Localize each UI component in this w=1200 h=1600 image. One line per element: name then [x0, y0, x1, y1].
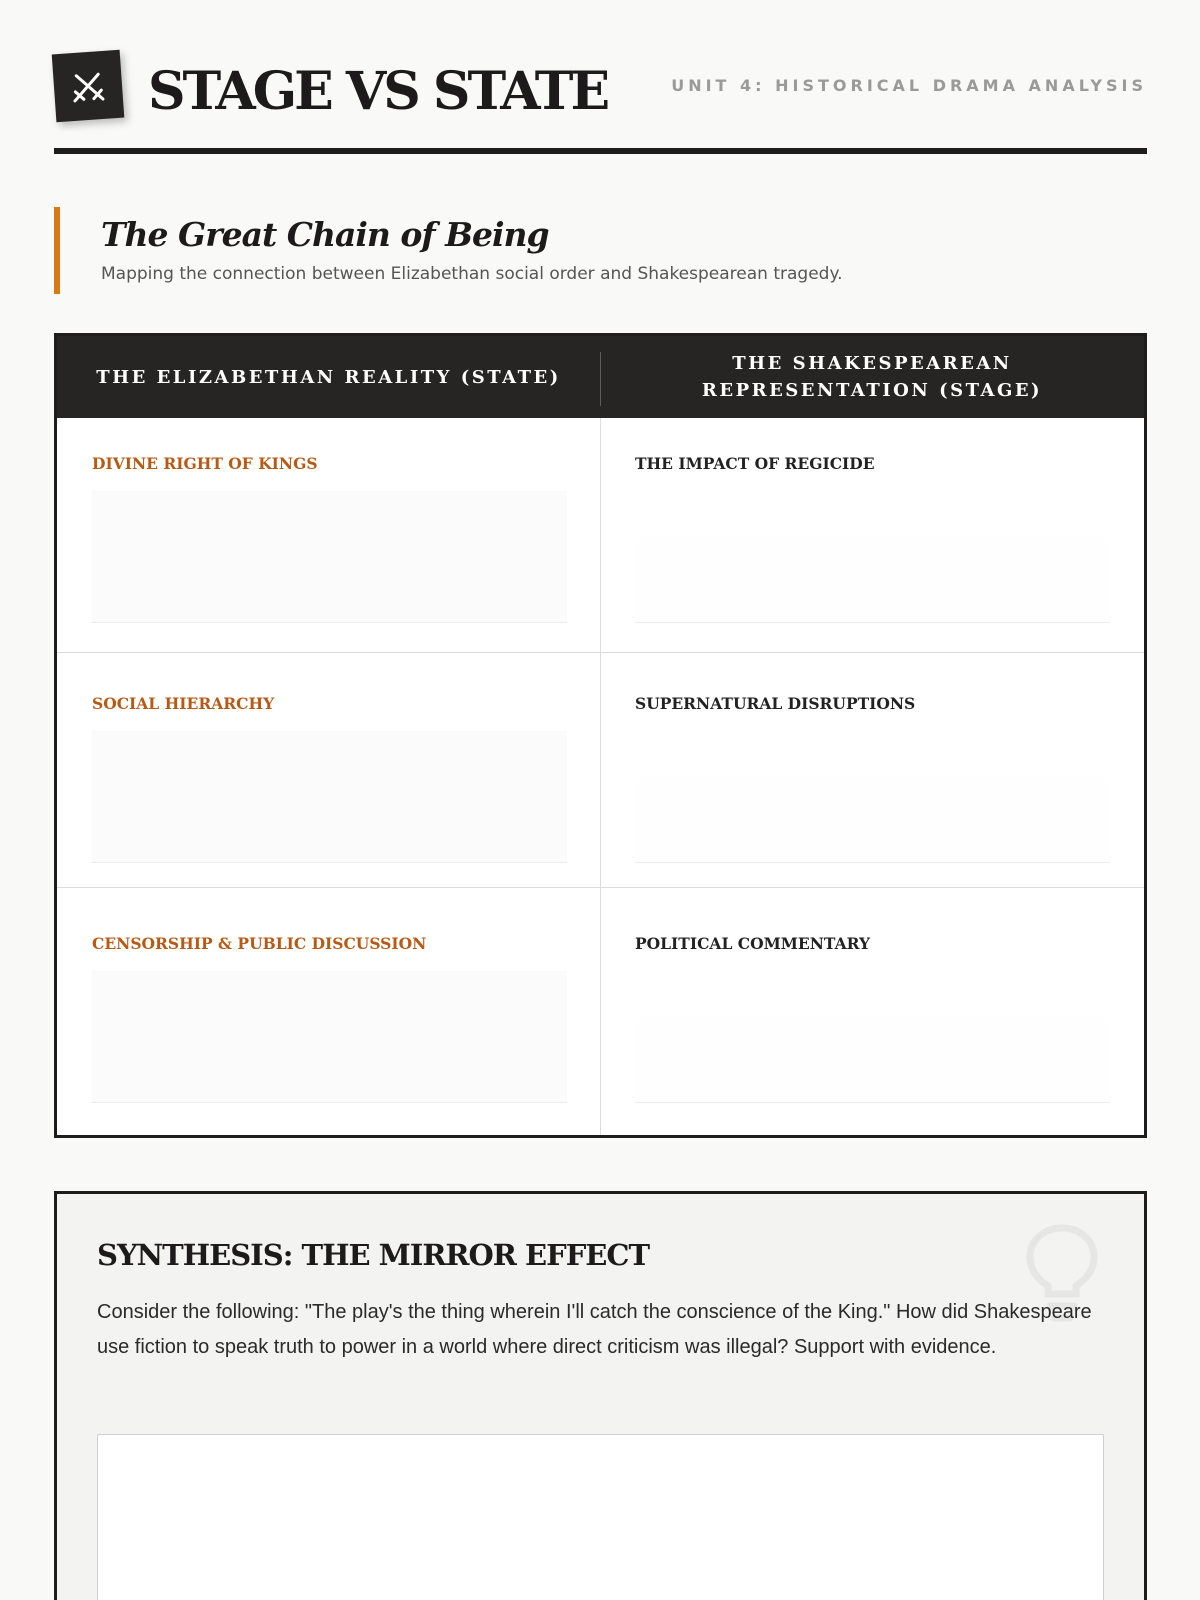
header-state: THE ELIZABETHAN REALITY (STATE): [96, 366, 561, 388]
stage-label-regicide: THE IMPACT OF REGICIDE: [635, 454, 875, 473]
header-stage: THE SHAKESPEAREAN REPRESENTATION (STAGE): [701, 353, 1043, 401]
page-title: STAGE VS STATE: [148, 61, 608, 122]
state-answer-box[interactable]: [92, 491, 567, 623]
synthesis-answer-box[interactable]: [97, 1434, 1104, 1600]
row-divider: [57, 652, 1144, 653]
synthesis-panel: [54, 1191, 1147, 1600]
page-header: [54, 52, 1147, 154]
stage-label-supernatural: SUPERNATURAL DISRUPTIONS: [635, 694, 916, 713]
state-label-censorship: CENSORSHIP & PUBLIC DISCUSSION: [92, 934, 427, 953]
state-answer-box[interactable]: [92, 731, 567, 863]
stage-answer-box[interactable]: [635, 491, 1110, 623]
column-divider: [600, 418, 601, 1135]
row-divider: [57, 887, 1144, 888]
section-subtitle: Mapping the connection between Elizabethan social order and Shakespearean tragedy.: [101, 264, 843, 284]
synthesis-prompt: Consider the following: "The play's the thing wherein I'll catch the conscience of the King." How did Shakespeare use fiction to speak truth to power in a world where direct criticism was illegal? Support with evidence.: [97, 1301, 1092, 1358]
stage-answer-box[interactable]: [635, 731, 1110, 863]
stage-answer-box[interactable]: [635, 971, 1110, 1103]
section-title: The Great Chain of Being: [101, 215, 549, 254]
crossed-swords-icon: [52, 50, 125, 123]
comparison-table: [54, 333, 1147, 1138]
state-label-social-hierarchy: SOCIAL HIERARCHY: [92, 694, 275, 713]
section-header: [54, 207, 954, 294]
unit-label: UNIT 4: HISTORICAL DRAMA ANALYSIS: [671, 76, 1147, 95]
table-header: [57, 336, 1144, 418]
stage-label-political: POLITICAL COMMENTARY: [635, 934, 871, 953]
state-label-divine-right: DIVINE RIGHT OF KINGS: [92, 454, 318, 473]
synthesis-title: SYNTHESIS: THE MIRROR EFFECT: [97, 1238, 650, 1272]
state-answer-box[interactable]: [92, 971, 567, 1103]
